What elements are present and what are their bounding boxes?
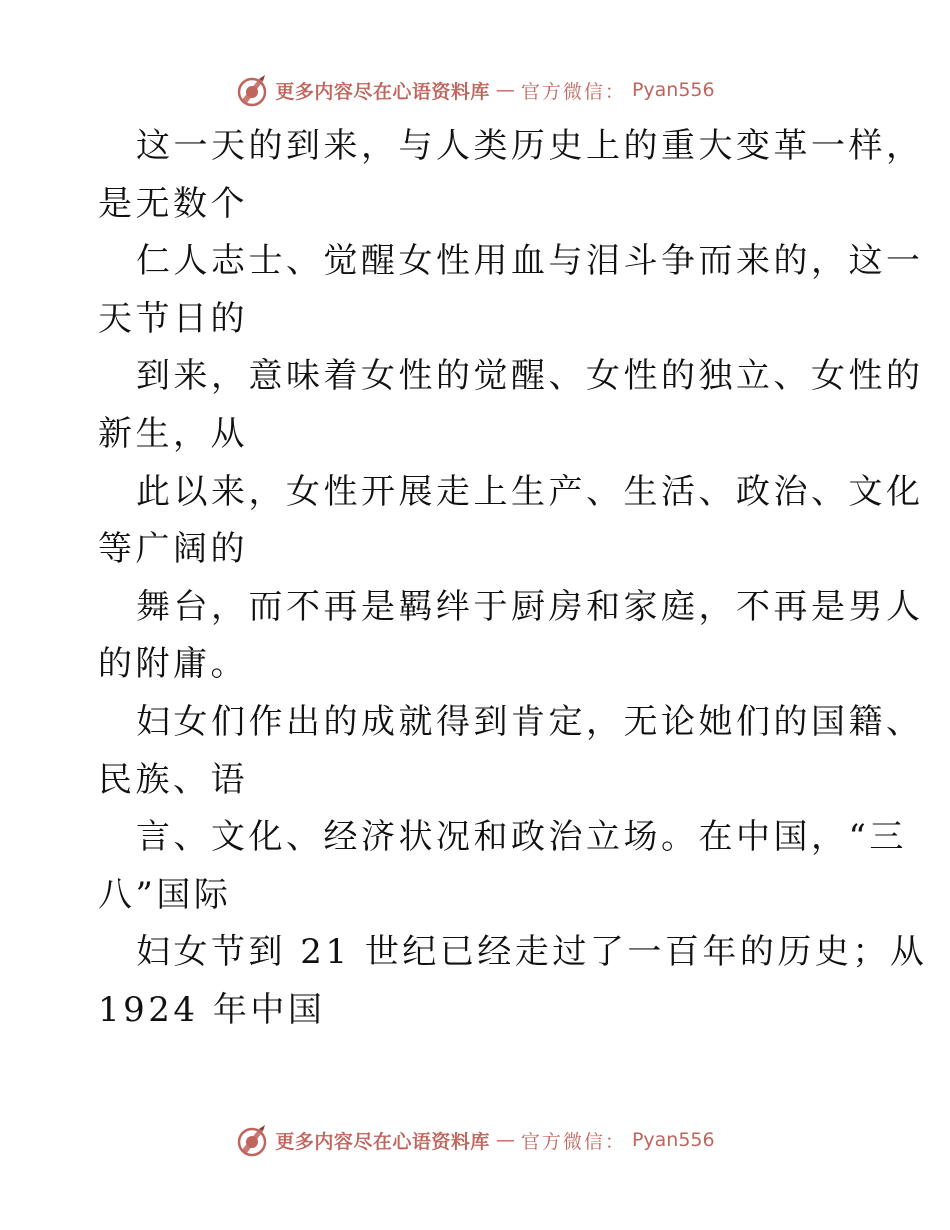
watermark-wechat-id: Pyan556 <box>631 79 715 101</box>
text-line: 这一天的到来，与人类历史上的重大变革一样， <box>136 126 924 166</box>
document-body <box>98 118 928 1040</box>
text-line: 1924 年中国 <box>98 989 326 1030</box>
text-line: 天节日的 <box>98 298 248 339</box>
watermark-separator: — <box>495 1129 515 1151</box>
quill-logo-icon <box>235 73 269 107</box>
text-line: 妇女们作出的成就得到肯定，无论她们的国籍、 <box>136 701 924 742</box>
text-line: 民族、语 <box>98 759 248 800</box>
text-line: 等广阔的 <box>98 529 248 570</box>
text-line: 新生，从 <box>98 413 248 454</box>
text-line: 此以来，女性开展走上生产、生活、政治、文化 <box>136 471 924 512</box>
footer-watermark <box>0 1120 950 1160</box>
text-line: 言、文化、经济状况和政治立场。在中国，“三 <box>136 817 907 858</box>
watermark-separator: — <box>495 79 515 101</box>
text-line: 的附庸。 <box>98 644 248 685</box>
watermark-official-label: 官方微信： <box>520 1130 626 1153</box>
text-line: 舞台，而不再是羁绊于厨房和家庭，不再是男人 <box>136 586 924 627</box>
watermark-text: 更多内容尽在心语资料库 <box>275 1130 490 1153</box>
quill-logo-icon <box>235 1123 269 1157</box>
text-line: 是无数个 <box>98 183 248 224</box>
text-line: 仁人志士、觉醒女性用血与泪斗争而来的，这一 <box>136 241 924 282</box>
watermark-official-label: 官方微信： <box>520 80 626 103</box>
watermark-wechat-id: Pyan556 <box>631 1129 715 1151</box>
text-line: 八”国际 <box>98 874 232 915</box>
text-line: 妇女节到 21 世纪已经走过了一百年的历史；从 <box>136 932 928 973</box>
watermark-text: 更多内容尽在心语资料库 <box>275 80 490 103</box>
text-line: 到来，意味着女性的觉醒、女性的独立、女性的 <box>136 356 924 397</box>
header-watermark <box>0 70 950 110</box>
